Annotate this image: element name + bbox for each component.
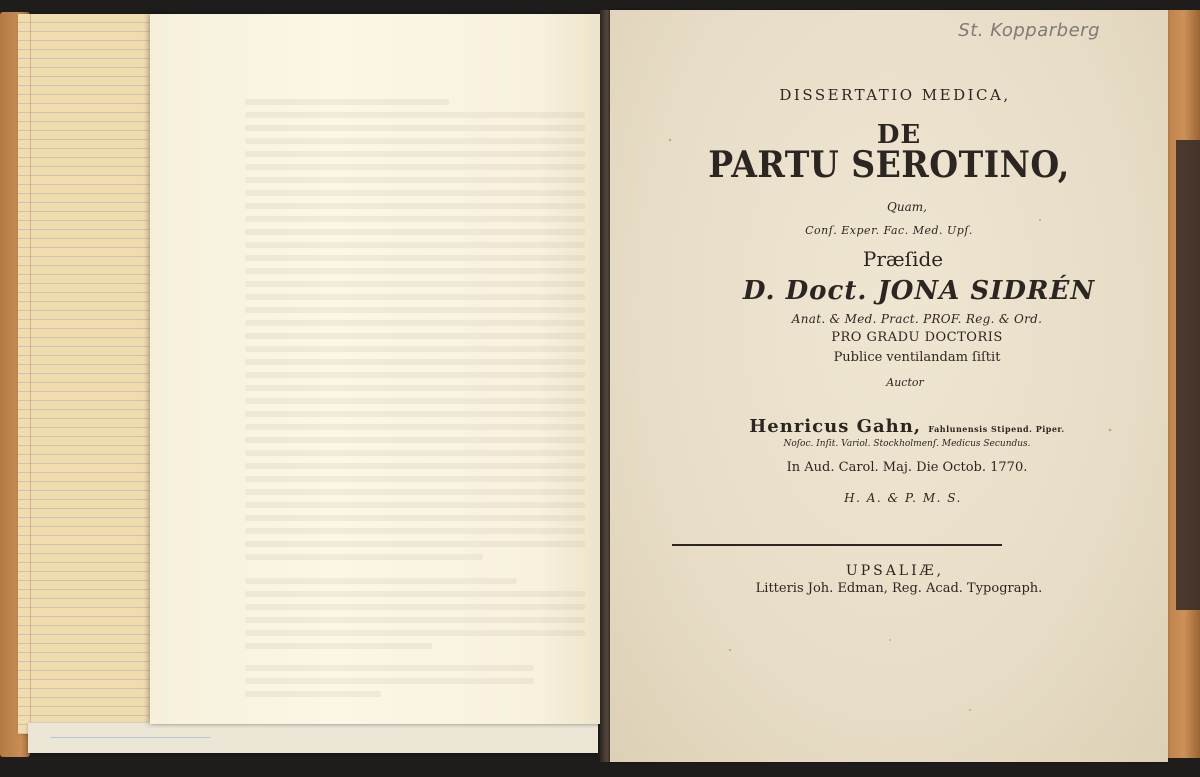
title-page (610, 10, 1168, 762)
praeses-name: D. Doct. JONA SIDRÉN (742, 276, 1096, 306)
imprint-divider (672, 544, 1002, 546)
author-titles: Noſoc. Inſit. Variol. Stockholmenſ. Medicus Secundus. (783, 439, 1031, 449)
auctor-line: Auctor (886, 376, 924, 389)
ruled-paper-sheet (18, 14, 168, 734)
pro-gradu-line: PRO GRADU DOCTORIS (831, 330, 1003, 345)
main-title: PARTU SEROTINO, (708, 144, 1070, 186)
author-line (610, 416, 1168, 437)
quam-line: Quam, (887, 200, 927, 214)
author-stipend: Fahlunensis Stipend. Piper. (928, 424, 1065, 434)
publice-line: Publice ventilandam ſiſtit (833, 350, 1001, 365)
hapms-line: H. A. & P. M. S. (844, 491, 962, 505)
imprint-printer: Litteris Joh. Edman, Reg. Acad. Typograph. (755, 581, 1043, 596)
de-heading: DE (876, 120, 922, 150)
consensu-line: Conſ. Exper. Fac. Med. Upſ. (805, 224, 973, 237)
bleed-through-text (245, 99, 585, 704)
praeses-titles: Anat. & Med. Pract. PROF. Reg. & Ord. (791, 312, 1043, 326)
imprint-place: UPSALIÆ, (845, 563, 945, 579)
praeside-line: Præſide (862, 247, 944, 271)
author-name: Henricus Gahn, (749, 416, 922, 437)
left-blank-page (150, 14, 605, 724)
loose-sheet-bottom-edge (28, 722, 598, 753)
strip-ruled-line (50, 737, 210, 738)
disputation-date: In Aud. Carol. Maj. Die Octob. 1770. (786, 460, 1028, 475)
dissertatio-heading: DISSERTATIO MEDICA, (779, 86, 1011, 104)
pencil-annotation: St. Kopparberg (958, 20, 1100, 41)
spine-tape (1176, 140, 1200, 610)
